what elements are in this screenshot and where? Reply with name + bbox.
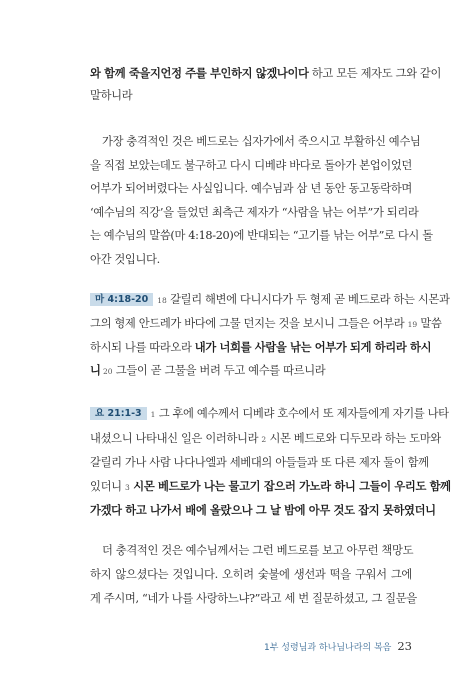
text-run: 하고 모든 제자도 그와 같이 (308, 67, 442, 80)
text-run: 그들이 곧 그물을 버려 두고 예수를 따르니라 (112, 364, 326, 377)
text-line: 말하니라 (90, 88, 133, 102)
text-line (90, 312, 442, 336)
verse-number: 20 (100, 367, 113, 376)
section-title: 1부 성령님과 하나님나라의 복음 (264, 643, 392, 653)
bold-text: 와 함께 죽을지언정 주를 부인하지 않겠나이다 (90, 66, 309, 80)
text-line: 게 주시며, “네가 나를 사랑하느냐?”라고 세 번 질문하셨고, 그 질문을 (90, 592, 417, 605)
text-line (90, 336, 432, 359)
verse-block-john (90, 402, 451, 523)
text-run: 시몬 베드로와 디두모라 하는 도마와 (266, 431, 441, 445)
text-line (90, 427, 441, 452)
text-line: 을 직접 보았는데도 불구하고 다시 디베랴 바다로 돌아가 본업이었던 (90, 158, 412, 172)
paragraph-3 (90, 539, 417, 611)
verse-number: 19 (407, 320, 418, 329)
text-run: 는 예수님의 말씀(마 4:18-20) (90, 229, 234, 243)
paragraph-2 (90, 130, 433, 272)
text-line: ‘예수님의 직강’을 들었던 최측근 제자가 “사람을 낚는 어부”가 되리라 (90, 205, 419, 219)
text-line: 어부가 되어버렸다는 사실입니다. 예수님과 삼 년 동안 동고동락하며 (90, 182, 412, 196)
text-line: 더 충격적인 것은 예수님께서는 그런 베드로를 보고 아무런 책망도 (102, 544, 414, 557)
text-run: 말씀 (417, 317, 442, 330)
text-line: 가겠다 하고 나가서 배에 올랐으나 그 날 밤에 아무 것도 잡지 못하였더니 (90, 503, 436, 517)
text-line: 가장 충격적인 것은 베드로는 십자가에서 죽으시고 부활하신 예수님 (102, 135, 421, 148)
text-line: 하지 않으셨다는 것입니다. 오히려 숯불에 생선과 떡을 구워서 그에 (90, 568, 412, 581)
bold-text: 시몬 베드로가 나는 물고기 잡으러 가노라 하니 그들이 우리도 함께 (129, 478, 451, 493)
text-run: 있더니 (90, 479, 125, 493)
text-run: 에 반대되는 “고기를 낚는 어부”로 다시 돌 (233, 229, 433, 243)
text-run: 그 후에 예수께서 디베랴 호수에서 또 제자들에게 자기를 나타 (155, 407, 449, 420)
text-line (90, 63, 442, 85)
text-run: 그의 형제 안드레가 바다에 그물 던지는 것을 보시니 그들은 어부라 (90, 317, 408, 330)
bold-text: 니 (90, 363, 101, 377)
text-run: 갈릴리 해변에 다니시다가 두 형제 곧 베드로라 하는 시몬과 (166, 293, 450, 306)
verse-block-matthew (90, 288, 450, 383)
paragraph-1 (90, 63, 442, 106)
text-line (90, 359, 412, 383)
verse-number: 1 (150, 410, 156, 419)
page-number: 23 (397, 639, 412, 653)
text-line (90, 224, 433, 248)
verse-reference-badge: 마 4:18-20 (90, 293, 153, 306)
text-run: 하시되 나를 따라오라 (90, 341, 195, 354)
running-footer (264, 639, 412, 653)
text-run: 내셨으니 나타내신 일은 이러하니라 (90, 431, 262, 445)
text-line: 갈릴리 가나 사람 나다나엘과 세베대의 아들들과 또 다른 제자 둘이 함께 (90, 456, 429, 469)
verse-reference-badge: 요 21:1-3 (90, 407, 147, 420)
text-line (90, 475, 451, 500)
verse-number: 2 (261, 434, 267, 444)
verse-number: 18 (157, 296, 167, 305)
bold-text: 내가 너희를 사람을 낚는 어부가 되게 하리라 하시 (194, 340, 432, 354)
verse-number: 3 (124, 482, 130, 492)
text-line (90, 402, 449, 427)
text-line: 아간 것입니다. (90, 252, 160, 266)
text-line (90, 288, 450, 312)
